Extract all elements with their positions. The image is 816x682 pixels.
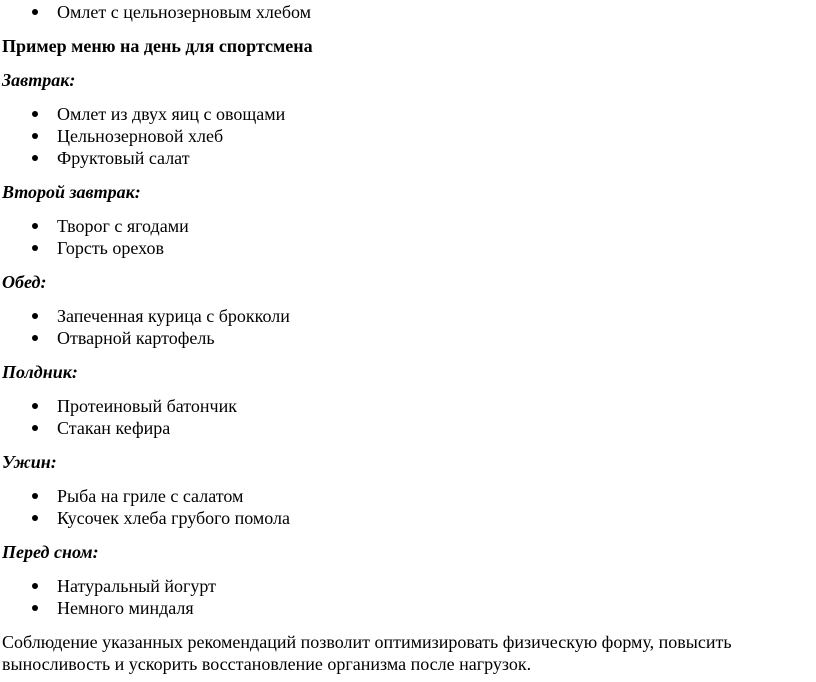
bullet-list (2, 395, 812, 439)
list-item (2, 597, 812, 619)
section-heading: Полдник: (2, 362, 78, 382)
list-item (2, 417, 812, 439)
section-heading: Второй завтрак: (2, 182, 141, 202)
bullet-icon (32, 111, 38, 117)
list-item-text: Стакан кефира (57, 418, 171, 438)
list-item (2, 507, 812, 529)
list-item-text: Кусочек хлеба грубого помола (57, 508, 290, 528)
menu-section (2, 541, 812, 619)
section-heading: Обед: (2, 272, 47, 292)
list-item-text: Отварной картофель (57, 328, 215, 348)
bullet-icon (32, 605, 38, 611)
menu-section (2, 69, 812, 169)
list-item-text: Рыба на гриле с салатом (57, 486, 244, 506)
menu-section (2, 451, 812, 529)
bullet-list (2, 575, 812, 619)
bullet-icon (32, 493, 38, 499)
list-item (2, 395, 812, 417)
list-item (2, 575, 812, 597)
menu-sections (2, 69, 812, 619)
list-item (2, 237, 812, 259)
list-item-text: Творог с ягодами (57, 216, 189, 236)
bullet-list (2, 103, 812, 169)
menu-section (2, 361, 812, 439)
bullet-icon (32, 403, 38, 409)
section-heading: Перед сном: (2, 542, 99, 562)
bullet-icon (32, 515, 38, 521)
menu-section (2, 271, 812, 349)
bullet-icon (32, 155, 38, 161)
bullet-list (2, 305, 812, 349)
bullet-icon (32, 583, 38, 589)
list-item-text: Цельнозерновой хлеб (57, 126, 224, 146)
section-heading: Ужин: (2, 452, 57, 472)
list-item-text: Протеиновый батончик (57, 396, 237, 416)
list-item (2, 485, 812, 507)
list-item-text: Омлет из двух яиц с овощами (57, 104, 286, 124)
bullet-icon (32, 223, 38, 229)
bullet-icon (32, 133, 38, 139)
list-item-text: Омлет с цельнозерновым хлебом (57, 2, 312, 22)
list-item-text: Натуральный йогурт (57, 576, 216, 596)
document-title: Пример меню на день для спортсмена (2, 36, 313, 56)
bullet-icon (32, 335, 38, 341)
list-item-text: Фруктовый салат (57, 148, 190, 168)
bullet-list (2, 485, 812, 529)
list-item (2, 147, 812, 169)
bullet-icon (32, 9, 38, 15)
list-item-text: Немного миндаля (57, 598, 194, 618)
list-item (2, 1, 812, 23)
list-item-text: Горсть орехов (57, 238, 164, 258)
list-item-text: Запеченная курица с брокколи (57, 306, 290, 326)
list-item (2, 103, 812, 125)
list-item (2, 327, 812, 349)
bullet-icon (32, 313, 38, 319)
leading-bullet-list (2, 1, 812, 23)
section-heading: Завтрак: (2, 70, 76, 90)
closing-paragraph: Соблюдение указанных рекомендаций позволит оптимизировать физическую форму, повысить выносливость и ускорить восстановление организма после нагрузок. (2, 632, 732, 674)
bullet-list (2, 215, 812, 259)
menu-section (2, 181, 812, 259)
list-item (2, 125, 812, 147)
list-item (2, 305, 812, 327)
bullet-icon (32, 425, 38, 431)
bullet-icon (32, 245, 38, 251)
list-item (2, 215, 812, 237)
